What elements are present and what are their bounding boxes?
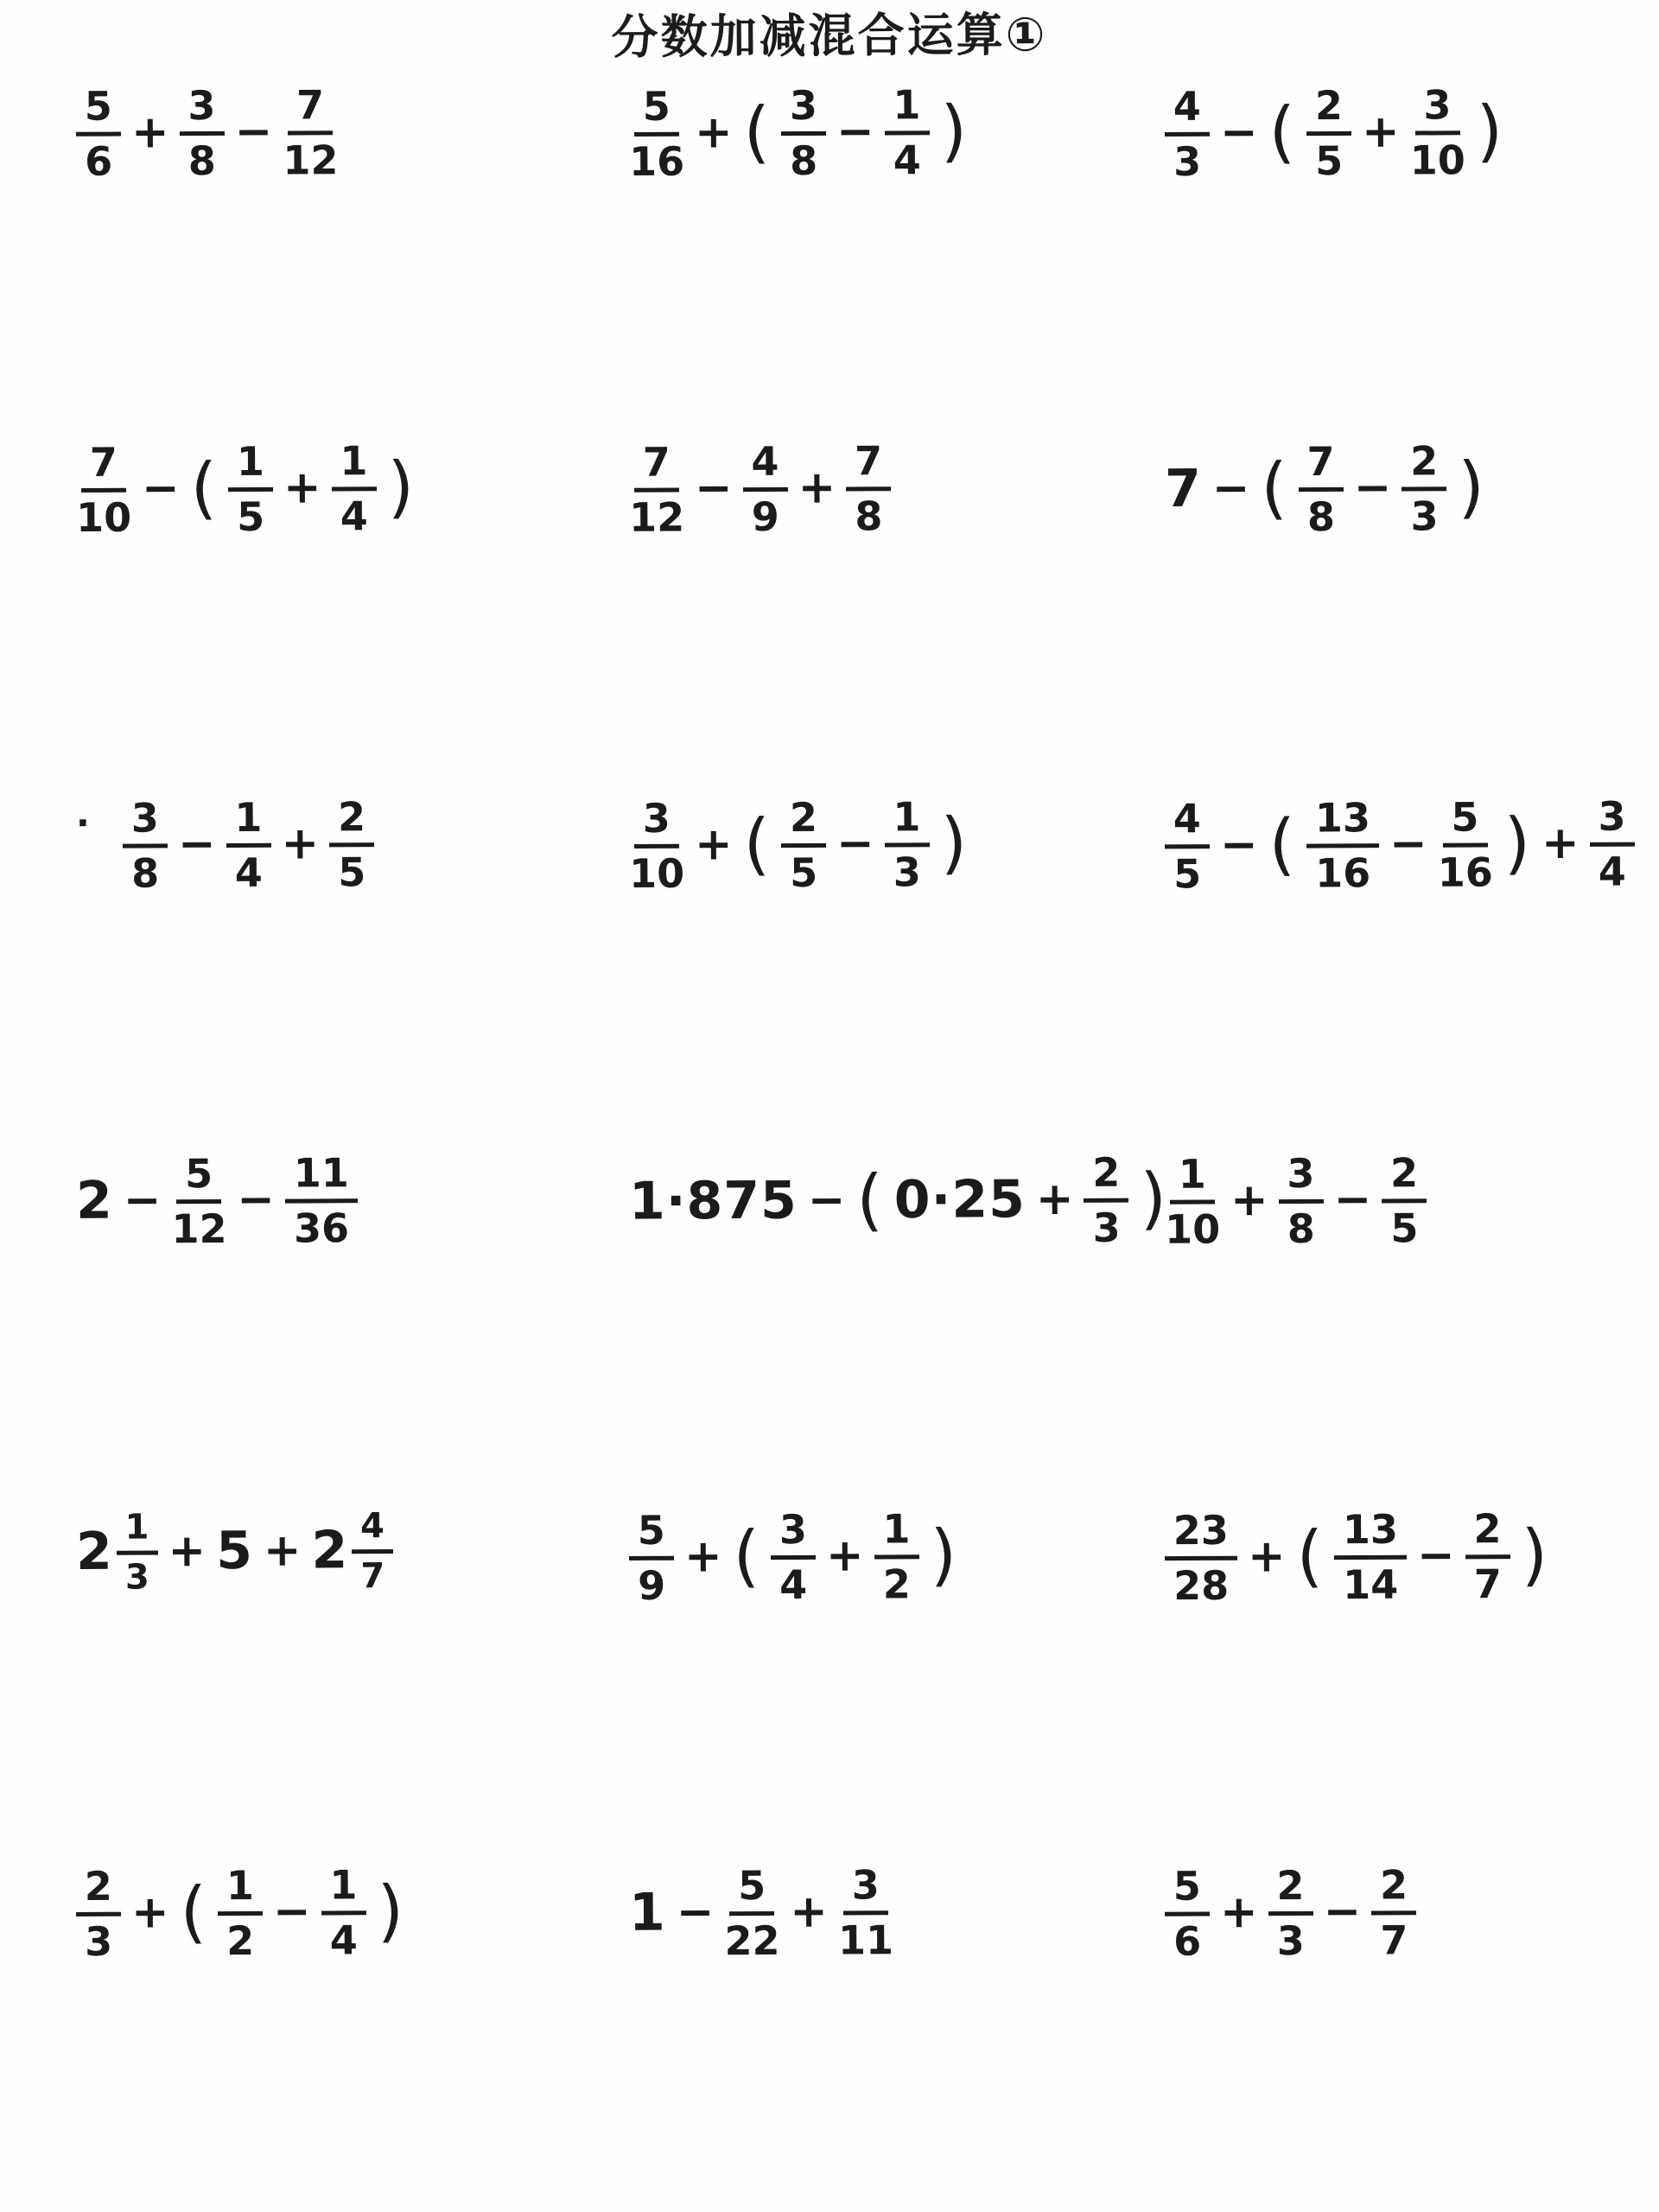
- math-expression: [1165, 1861, 1417, 1966]
- close-paren-symbol: ): [940, 92, 968, 171]
- numerator: 4: [1165, 798, 1210, 849]
- fraction: [1402, 437, 1447, 540]
- plus-operator: +: [1035, 1173, 1074, 1226]
- denominator: 5: [338, 849, 366, 896]
- problem-r2-c3: [1165, 424, 1659, 780]
- plus-operator: +: [1230, 1174, 1268, 1227]
- numerator: 5: [1165, 1865, 1210, 1916]
- fraction: [1165, 83, 1211, 186]
- denominator: 5: [1173, 850, 1202, 898]
- numerator: 3: [1414, 84, 1459, 136]
- fraction: [771, 1506, 817, 1609]
- math-expression: [76, 81, 339, 186]
- open-paren-symbol: (: [1261, 449, 1288, 528]
- open-paren-symbol: (: [856, 1161, 884, 1240]
- plus-operator: +: [283, 461, 321, 515]
- denominator: 10: [629, 850, 685, 898]
- numerator: 1: [1170, 1153, 1215, 1205]
- plus-operator: +: [1361, 105, 1400, 159]
- denominator: 3: [893, 849, 921, 896]
- denominator: 4: [779, 1561, 808, 1609]
- fraction: [629, 83, 685, 186]
- decimal-number: 1·875: [628, 1171, 798, 1233]
- plus-operator: +: [281, 817, 320, 871]
- numerator: 1: [228, 440, 273, 492]
- numerator: 3: [843, 1864, 888, 1916]
- close-paren-symbol: ): [940, 804, 968, 883]
- minus-operator: −: [1323, 1885, 1362, 1939]
- open-paren-symbol: (: [733, 1517, 760, 1596]
- denominator: 12: [283, 137, 339, 184]
- denominator: 5: [237, 493, 265, 541]
- numerator: 2: [1371, 1864, 1416, 1916]
- fraction: [1298, 438, 1344, 541]
- problem-r4-c3: [1165, 1136, 1659, 1492]
- fraction: [1409, 81, 1465, 184]
- fraction: [331, 437, 377, 540]
- denominator: 7: [360, 1556, 385, 1597]
- numerator: 5: [634, 85, 679, 137]
- plus-operator: +: [1219, 1886, 1258, 1939]
- numerator: 3: [771, 1508, 816, 1560]
- close-paren-symbol: ): [1503, 804, 1531, 883]
- numerator: 1: [116, 1509, 157, 1555]
- numerator: 2: [1382, 1152, 1427, 1204]
- numerator: 3: [781, 84, 826, 136]
- open-paren-symbol: (: [1268, 806, 1296, 885]
- denominator: 3: [85, 1918, 113, 1966]
- denominator: 22: [724, 1917, 780, 1965]
- mixed-number: [75, 1507, 158, 1599]
- minus-operator: −: [141, 462, 180, 516]
- math-expression: [1164, 437, 1485, 541]
- problem-r1-c2: [629, 68, 1165, 424]
- problem-r3-c2: [629, 780, 1165, 1136]
- fraction: [76, 1863, 122, 1966]
- whole-part: 2: [75, 1522, 112, 1583]
- open-paren-symbol: (: [1268, 93, 1296, 172]
- denominator: 3: [1092, 1205, 1121, 1252]
- denominator: 3: [1173, 138, 1202, 186]
- math-expression: [75, 1506, 394, 1599]
- fraction: [629, 795, 685, 898]
- minus-operator: −: [237, 1174, 276, 1227]
- problem-r6-c2: [629, 1848, 1165, 2204]
- denominator: 2: [226, 1917, 255, 1965]
- numerator: 13: [1334, 1508, 1407, 1560]
- fraction: [1437, 793, 1493, 897]
- denominator: 6: [1173, 1917, 1202, 1966]
- fraction: [76, 82, 122, 186]
- problem-r6-c1: [76, 1848, 629, 2204]
- fraction: [226, 794, 271, 897]
- minus-operator: −: [1353, 461, 1392, 515]
- denominator: 16: [1437, 849, 1493, 897]
- fraction: [179, 82, 225, 185]
- numerator: 4: [742, 440, 787, 492]
- numerator: 4: [1165, 85, 1210, 137]
- close-paren-symbol: ): [1521, 1516, 1548, 1595]
- denominator: 4: [1598, 849, 1626, 896]
- fraction: [724, 1862, 780, 1965]
- denominator: 4: [329, 1916, 358, 1964]
- math-expression: [629, 1505, 958, 1610]
- numerator: 7: [288, 84, 333, 136]
- minus-operator: −: [807, 1174, 846, 1227]
- numerator: 2: [1402, 440, 1446, 492]
- fraction: [874, 1505, 919, 1608]
- numerator: 13: [1306, 797, 1379, 849]
- whole-number: 2: [75, 1171, 113, 1232]
- denominator: 10: [76, 494, 132, 542]
- fraction: [1165, 1150, 1221, 1254]
- plus-operator: +: [798, 461, 836, 515]
- minus-operator: −: [1211, 462, 1250, 516]
- numerator: 4: [352, 1507, 393, 1554]
- worksheet-title: 分数加减混合运算①: [611, 7, 1048, 65]
- fraction: [837, 1861, 894, 1964]
- open-paren-symbol: (: [190, 449, 218, 528]
- fraction: [629, 438, 685, 542]
- plus-operator: +: [683, 1530, 722, 1584]
- denominator: 5: [790, 849, 818, 897]
- problem-r4-c2: [629, 1136, 1165, 1492]
- math-expression: [75, 1149, 359, 1253]
- problem-r2-c2: [629, 424, 1165, 780]
- open-paren-symbol: (: [180, 1873, 207, 1952]
- minus-operator: −: [1389, 818, 1427, 871]
- numerator: 2: [1465, 1507, 1510, 1559]
- problem-r5-c2: [629, 1492, 1165, 1848]
- denominator: 9: [751, 493, 779, 541]
- fraction: [116, 1507, 157, 1599]
- decimal-number: 0·25: [893, 1169, 1027, 1231]
- open-paren-symbol: (: [743, 805, 771, 884]
- minus-operator: −: [234, 105, 273, 159]
- numerator: 7: [81, 441, 126, 493]
- denominator: 7: [1380, 1916, 1408, 1964]
- fraction: [884, 81, 930, 184]
- fraction: [846, 437, 892, 540]
- denominator: 10: [1409, 137, 1465, 184]
- numerator: 1: [884, 796, 929, 848]
- denominator: 8: [131, 849, 160, 897]
- denominator: 3: [1276, 1917, 1305, 1965]
- denominator: 8: [1287, 1205, 1315, 1253]
- denominator: 5: [1315, 137, 1344, 185]
- minus-operator: −: [123, 1174, 162, 1227]
- whole-number: 7: [1164, 459, 1202, 520]
- numerator: 2: [1306, 84, 1351, 136]
- close-paren-symbol: ): [1476, 92, 1503, 171]
- fraction: [1165, 1507, 1238, 1610]
- denominator: 12: [171, 1205, 227, 1253]
- denominator: 8: [1306, 493, 1336, 541]
- denominator: 6: [85, 137, 113, 186]
- fraction: [352, 1506, 393, 1597]
- fraction: [218, 1862, 264, 1965]
- numerator: 7: [846, 440, 891, 492]
- fraction: [884, 793, 930, 896]
- problem-r3-c1: [76, 780, 629, 1136]
- plus-operator: +: [263, 1524, 302, 1578]
- math-expression: [628, 1861, 894, 1965]
- numerator: 1: [226, 796, 270, 848]
- whole-number: 5: [215, 1521, 254, 1582]
- math-expression: [1165, 1149, 1427, 1254]
- numerator: 7: [634, 441, 679, 493]
- fraction: [123, 794, 168, 897]
- denominator: 11: [837, 1916, 894, 1964]
- fraction: [1306, 82, 1352, 185]
- numerator: 1: [321, 1864, 365, 1916]
- numerator: 5: [76, 85, 121, 137]
- close-paren-symbol: ): [387, 448, 415, 527]
- plus-operator: +: [825, 1529, 864, 1583]
- math-expression: [1165, 81, 1504, 186]
- minus-operator: −: [1333, 1173, 1372, 1227]
- problem-r2-c1: [76, 424, 629, 780]
- denominator: 3: [124, 1557, 149, 1599]
- open-paren-symbol: (: [1296, 1517, 1324, 1596]
- numerator: 1: [331, 440, 376, 492]
- close-paren-symbol: ): [1458, 448, 1485, 527]
- denominator: 28: [1173, 1562, 1230, 1610]
- denominator: 4: [893, 137, 921, 184]
- denominator: 12: [629, 493, 685, 542]
- minus-operator: −: [1416, 1529, 1455, 1583]
- minus-operator: −: [676, 1886, 715, 1939]
- numerator: 2: [1084, 1151, 1128, 1203]
- plus-operator: +: [130, 106, 169, 159]
- denominator: 7: [1473, 1560, 1502, 1608]
- numerator: 1: [218, 1864, 263, 1916]
- numerator: 3: [179, 84, 224, 136]
- problem-r4-c1: [76, 1136, 629, 1492]
- problem-r5-c1: [76, 1492, 629, 1848]
- numerator: 2: [76, 1865, 121, 1916]
- mixed-number: [311, 1506, 393, 1597]
- numerator: 23: [1165, 1509, 1237, 1560]
- minus-operator: −: [272, 1885, 311, 1939]
- fraction: [781, 82, 827, 185]
- denominator: 4: [234, 849, 263, 897]
- problem-r5-c3: [1165, 1492, 1659, 1848]
- problem-r1-c3: [1165, 68, 1659, 424]
- close-paren-symbol: ): [930, 1516, 957, 1595]
- numerator: 5: [1442, 796, 1487, 848]
- math-expression: [629, 81, 969, 186]
- minus-operator: −: [836, 105, 874, 159]
- close-paren-symbol: ): [1140, 1160, 1167, 1238]
- whole-part: 2: [311, 1520, 348, 1581]
- minus-operator: −: [836, 817, 874, 871]
- denominator: 36: [293, 1205, 350, 1252]
- stray-dot-mark: ·: [75, 802, 90, 845]
- numerator: 2: [1268, 1864, 1313, 1916]
- fraction: [321, 1861, 366, 1964]
- math-expression: [1165, 793, 1635, 898]
- fraction: [1165, 1862, 1211, 1966]
- numerator: 5: [176, 1152, 221, 1204]
- fraction: [629, 1507, 675, 1610]
- problem-r3-c3: [1165, 780, 1659, 1136]
- fraction: [1165, 795, 1211, 898]
- plus-operator: +: [790, 1885, 829, 1939]
- numerator: 3: [123, 797, 168, 849]
- plus-operator: +: [1247, 1530, 1286, 1584]
- denominator: 8: [790, 137, 818, 185]
- denominator: 5: [1390, 1205, 1419, 1252]
- math-expression: [76, 1861, 405, 1966]
- denominator: 2: [882, 1560, 911, 1608]
- denominator: 9: [638, 1562, 666, 1610]
- plus-operator: +: [1541, 817, 1580, 870]
- close-paren-symbol: ): [377, 1872, 404, 1951]
- denominator: 4: [340, 493, 368, 540]
- numerator: 2: [329, 795, 374, 847]
- denominator: 8: [188, 137, 216, 185]
- minus-operator: −: [1219, 819, 1258, 872]
- denominator: 16: [629, 138, 685, 186]
- numerator: 2: [781, 796, 826, 848]
- plus-operator: +: [694, 106, 733, 160]
- denominator: 16: [1315, 849, 1371, 897]
- fraction: [283, 81, 339, 184]
- numerator: 5: [629, 1509, 674, 1560]
- fraction: [329, 793, 375, 896]
- minus-operator: −: [177, 818, 216, 871]
- fraction: [171, 1150, 227, 1253]
- numerator: 5: [729, 1864, 774, 1916]
- math-expression: [629, 793, 969, 898]
- denominator: 8: [855, 493, 883, 540]
- problem-r1-c1: [76, 68, 629, 424]
- fraction: [285, 1149, 359, 1252]
- fraction: [228, 438, 274, 541]
- denominator: 14: [1343, 1561, 1399, 1609]
- minus-operator: −: [1219, 106, 1258, 160]
- fraction: [1589, 793, 1635, 896]
- fraction: [76, 439, 132, 542]
- fraction: [1334, 1506, 1408, 1609]
- fraction: [1268, 1862, 1313, 1965]
- math-expression: [1165, 1505, 1549, 1610]
- numerator: 3: [1278, 1152, 1323, 1204]
- whole-number: 1: [628, 1882, 666, 1944]
- fraction: [1382, 1149, 1427, 1252]
- math-expression: [75, 793, 375, 897]
- denominator: 10: [1165, 1205, 1221, 1254]
- numerator: 1: [874, 1508, 918, 1560]
- problems-grid: [0, 61, 1659, 2204]
- fraction: [1371, 1861, 1417, 1964]
- fraction: [742, 438, 788, 541]
- denominator: 3: [1410, 493, 1439, 540]
- numerator: 1: [884, 84, 929, 136]
- math-expression: [629, 1151, 1167, 1250]
- plus-operator: +: [694, 818, 733, 872]
- fraction: [1278, 1150, 1324, 1253]
- math-expression: [629, 437, 892, 542]
- problem-r6-c3: [1165, 1848, 1659, 2204]
- numerator: 3: [634, 797, 679, 849]
- fraction: [1465, 1505, 1510, 1608]
- numerator: 3: [1589, 795, 1634, 847]
- minus-operator: −: [694, 462, 733, 515]
- plus-operator: +: [130, 1886, 169, 1940]
- plus-operator: +: [168, 1525, 207, 1578]
- fraction: [1306, 794, 1380, 897]
- fraction: [1084, 1149, 1129, 1252]
- open-paren-symbol: (: [743, 93, 771, 172]
- math-expression: [76, 437, 416, 542]
- numerator: 7: [1298, 440, 1343, 492]
- fraction: [781, 794, 827, 897]
- numerator: 11: [285, 1152, 358, 1204]
